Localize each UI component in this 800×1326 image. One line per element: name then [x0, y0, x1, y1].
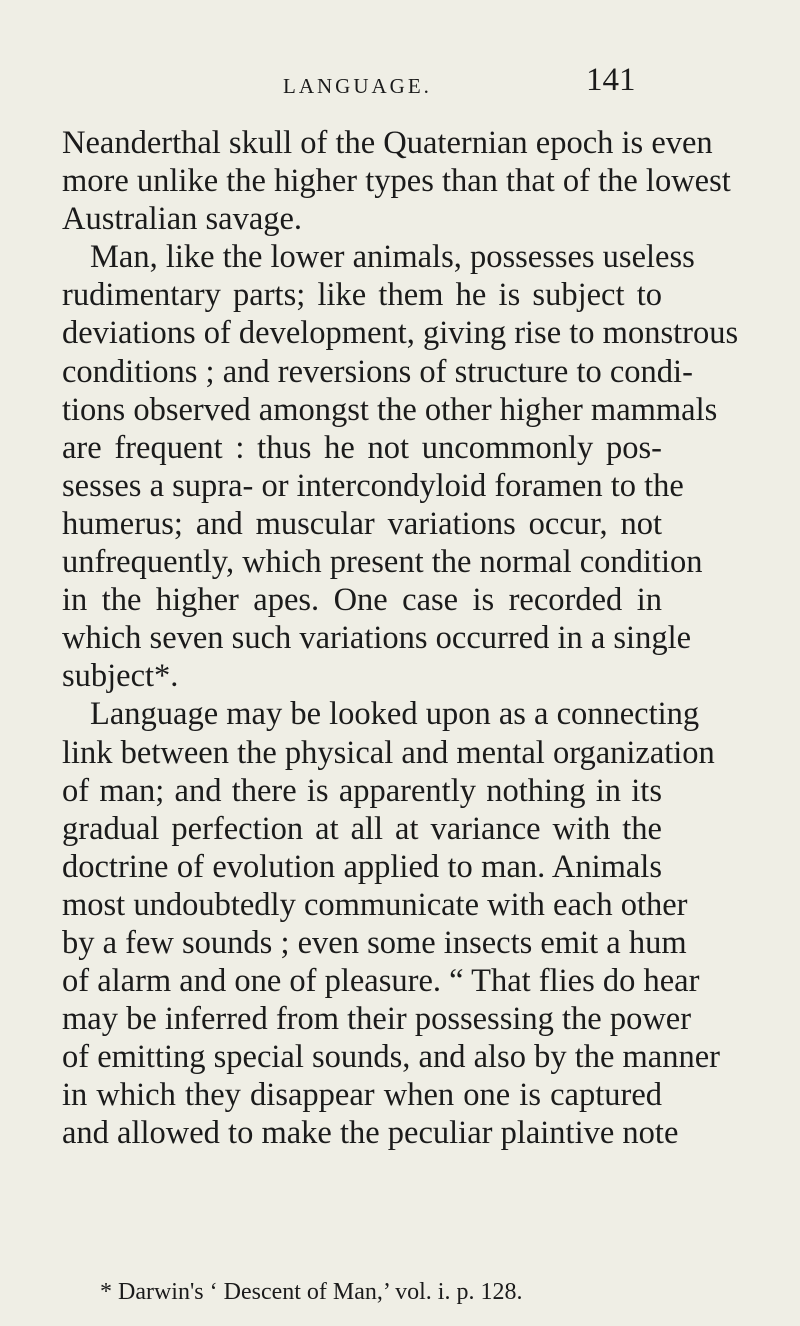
running-head: LANGUAGE.: [283, 74, 432, 98]
text-line: of man; and there is apparently nothing in its: [62, 772, 662, 809]
text-line: more unlike the higher types than that of the lowest: [62, 163, 731, 200]
text-line: are frequent : thus he not uncommonly pos-: [62, 429, 662, 466]
text-line: deviations of development, giving rise to monstrous: [62, 315, 739, 352]
body-text: [62, 124, 739, 1153]
text-line: Language may be looked upon as a connecting: [90, 696, 700, 733]
text-line: may be inferred from their possessing the power: [62, 1001, 692, 1038]
text-line: Man, like the lower animals, possesses useless: [90, 239, 695, 276]
text-line: conditions ; and reversions of structure to condi-: [62, 353, 693, 390]
text-line: subject*.: [62, 658, 179, 695]
text-line: sesses a supra- or intercondyloid foramen to the: [62, 467, 684, 504]
text-line: which seven such variations occurred in a single: [62, 620, 692, 657]
text-line: in the higher apes. One case is recorded in: [62, 582, 662, 619]
text-line: Neanderthal skull of the Quaternian epoch is even: [62, 125, 713, 161]
footnote: * Darwin's ‘ Descent of Man,’ vol. i. p. 128.: [100, 1279, 523, 1305]
text-line: rudimentary parts; like them he is subject to: [62, 277, 662, 314]
text-line: tions observed amongst the other higher mammals: [62, 391, 718, 428]
text-line: of emitting special sounds, and also by the manner: [62, 1039, 720, 1076]
page-number: 141: [586, 62, 636, 98]
text-line: Australian savage.: [62, 201, 303, 238]
text-line: of alarm and one of pleasure. “ That flies do hear: [62, 963, 700, 1000]
text-line: by a few sounds ; even some insects emit a hum: [62, 924, 687, 961]
page-header: [0, 62, 800, 102]
text-line: unfrequently, which present the normal condition: [62, 544, 703, 581]
text-line: link between the physical and mental organization: [62, 734, 715, 771]
text-line: humerus; and muscular variations occur, not: [62, 505, 662, 542]
text-line: most undoubtedly communicate with each other: [62, 886, 688, 923]
text-line: in which they disappear when one is captured: [62, 1077, 662, 1114]
text-line: gradual perfection at all at variance with the: [62, 810, 662, 847]
text-line: and allowed to make the peculiar plaintive note: [62, 1115, 679, 1152]
text-line: doctrine of evolution applied to man. Animals: [62, 848, 662, 885]
